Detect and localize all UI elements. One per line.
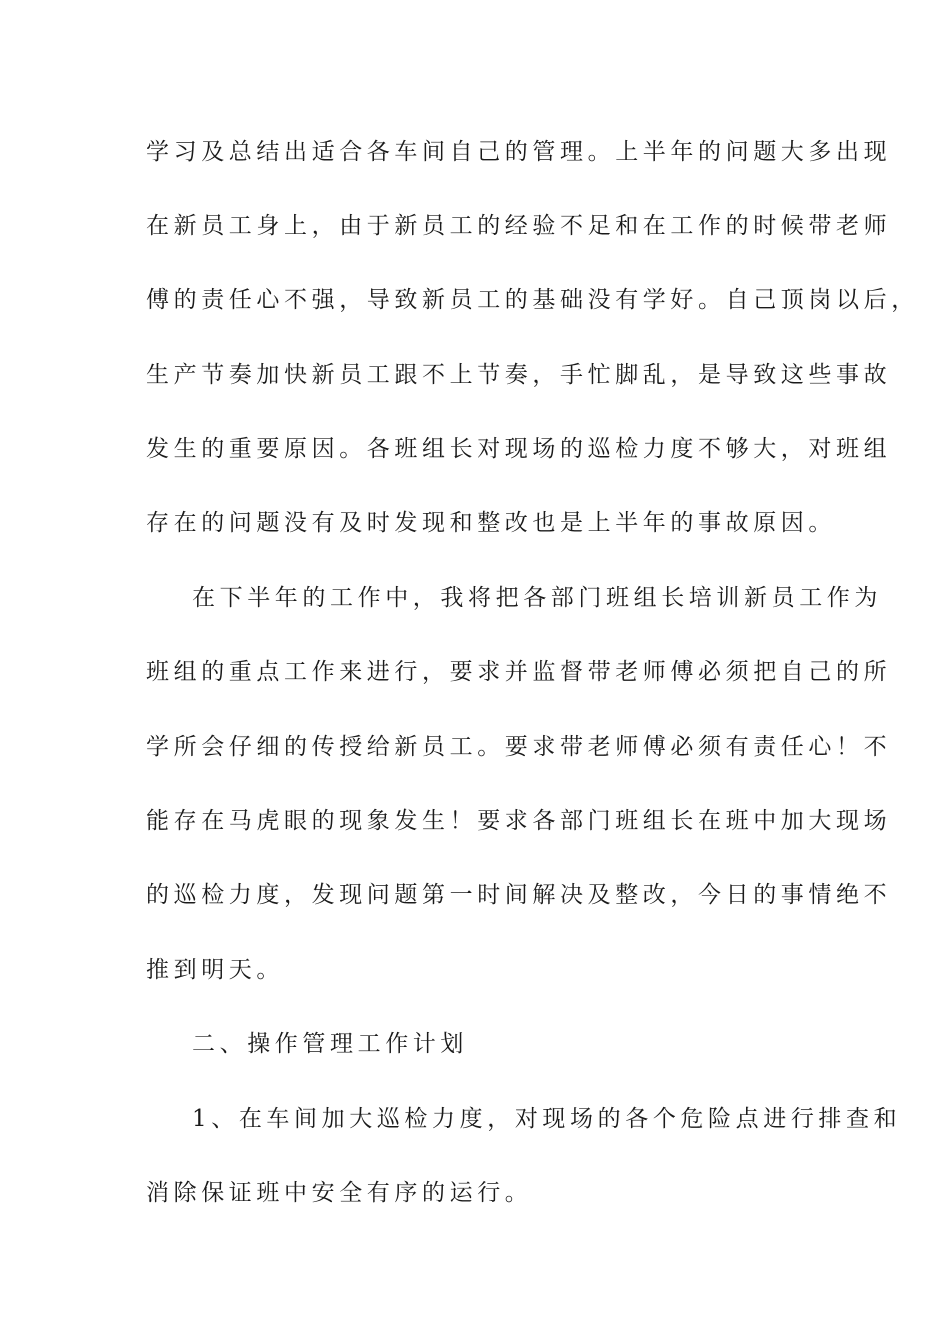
text-line: 班组的重点工作来进行，要求并监督带老师傅必须把自己的所 bbox=[146, 659, 892, 685]
text-line: 消除保证班中安全有序的运行。 bbox=[146, 1180, 533, 1206]
text-line: 的巡检力度，发现问题第一时间解决及整改，今日的事情绝不 bbox=[146, 882, 892, 908]
text-line: 学所会仔细的传授给新员工。要求带老师傅必须有责任心！不 bbox=[146, 734, 892, 760]
text-line: 生产节奏加快新员工跟不上节奏，手忙脚乱，是导致这些事故 bbox=[146, 362, 892, 388]
text-line: 学习及总结出适合各车间自己的管理。上半年的问题大多出现 bbox=[146, 139, 892, 165]
text-line: 在新员工身上，由于新员工的经验不足和在工作的时候带老师 bbox=[146, 213, 892, 239]
section-heading: 二、操作管理工作计划 bbox=[192, 1031, 468, 1057]
text-line: 推到明天。 bbox=[146, 957, 284, 983]
text-line: 在下半年的工作中，我将把各部门班组长培训新员工作为 bbox=[192, 585, 882, 611]
text-line: 能存在马虎眼的现象发生！要求各部门班组长在班中加大现场 bbox=[146, 808, 892, 834]
text-line: 发生的重要原因。各班组长对现场的巡检力度不够大，对班组 bbox=[146, 436, 892, 462]
text-line: 傅的责任心不强，导致新员工的基础没有学好。自己顶岗以后， bbox=[146, 287, 919, 313]
text-line: 存在的问题没有及时发现和整改也是上半年的事故原因。 bbox=[146, 510, 836, 536]
text-line: 1、在车间加大巡检力度，对现场的各个危险点进行排查和 bbox=[192, 1106, 902, 1132]
